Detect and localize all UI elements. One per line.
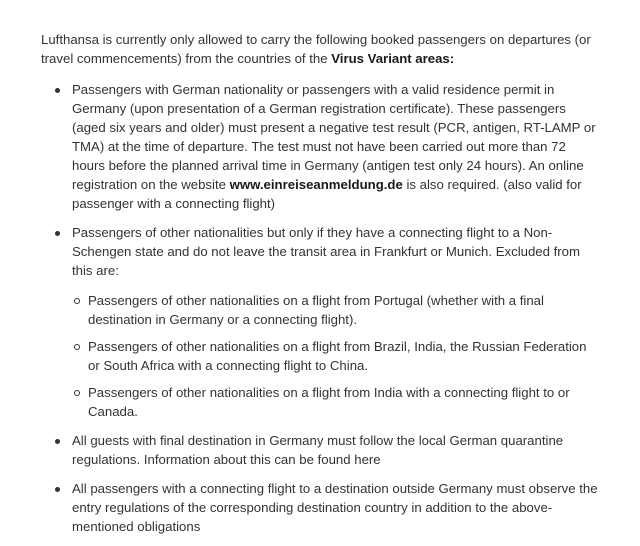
sub-list-item [88, 383, 601, 421]
hollow-bullet-icon [74, 298, 80, 304]
bullet-icon [55, 487, 60, 492]
intro-bold-text: Virus Variant areas: [331, 51, 455, 66]
hollow-bullet-icon [74, 390, 80, 396]
hollow-bullet-icon [74, 344, 80, 350]
bullet-icon [55, 88, 60, 93]
list-item-text-end: is also required. (also valid for passenger with a connecting flight) [72, 177, 582, 211]
bullet-icon [55, 231, 60, 236]
sub-list-item-text: Passengers of other nationalities on a flight from Portugal (whether with a final destination in Germany or a connecting flight). [88, 293, 544, 327]
sub-list-item [88, 337, 601, 375]
exclusion-list [72, 291, 601, 421]
list-item-text: All guests with final destination in Germany must follow the local German quarantine regulations. Information about this can be found here [72, 433, 564, 467]
bullet-icon [55, 439, 60, 444]
list-item [72, 479, 601, 536]
intro-paragraph [41, 30, 601, 68]
passenger-list [41, 80, 601, 536]
list-item [72, 431, 601, 469]
list-item [72, 223, 601, 421]
sub-list-item [88, 291, 601, 329]
website-link-text: www.einreiseanmeldung.de [229, 177, 403, 192]
sub-list-item-text: Passengers of other nationalities on a flight from India with a connecting flight to or Canada. [88, 385, 570, 419]
list-item-text: Passengers with German nationality or passengers with a valid residence permit in Germany (upon presentation of a German registration certificate). These passengers (aged six years and older) must present a negative test result (PCR, antigen, RT-LAMP or TMA) at the time of departure. The test must not have been carried out more than 72 hours before the planned arrival time in Germany (antigen test only 24 hours). An online registration on the website [72, 82, 596, 192]
content-area [41, 30, 601, 546]
list-item-text: Passengers of other nationalities but only if they have a connecting flight to a Non-Schengen state and do not leave the transit area in Frankfurt or Munich. Excluded from this are: [72, 225, 581, 278]
intro-text: Lufthansa is currently only allowed to carry the following booked passengers on departures (or travel commencements) from the countries of the [41, 32, 591, 66]
list-item-text: All passengers with a connecting flight to a destination outside Germany must observe the entry regulations of the corresponding destination country in addition to the above-mentioned obligations [72, 481, 598, 534]
sub-list-item-text: Passengers of other nationalities on a flight from Brazil, India, the Russian Federation or South Africa with a connecting flight to China. [88, 339, 587, 373]
list-item [72, 80, 601, 213]
